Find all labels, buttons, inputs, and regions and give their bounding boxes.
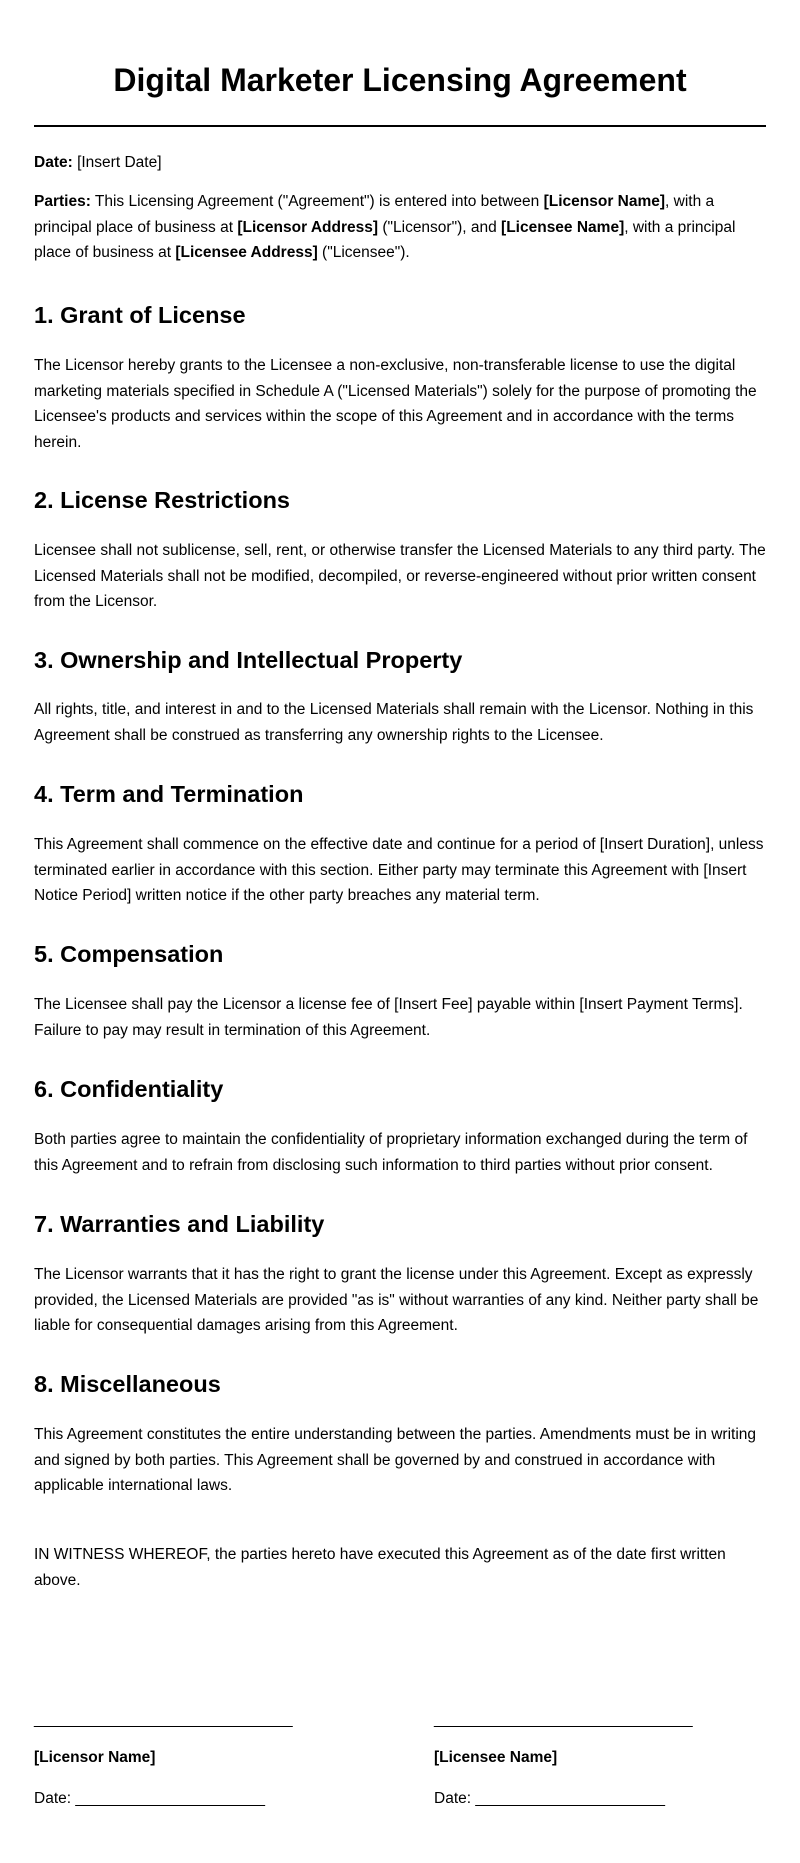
licensee-name: [Licensee Name] — [501, 218, 625, 236]
licensee-signature-block — [434, 1710, 734, 1809]
licensee-signature-date: Date: ______________________ — [434, 1790, 666, 1807]
section-body-license-restrictions: Licensee shall not sublicense, sell, rent, or otherwise transfer the Licensed Materials to any third party. The Licensed Materials shall not be modified, decompiled, or reverse-engineered without prior written consent from the Licensor. — [34, 542, 766, 610]
parties-text: , with a principal place of business at — [34, 218, 736, 261]
section-heading-grant-of-license: 1. Grant of License — [34, 302, 246, 328]
section-body-ownership: All rights, title, and interest in and to the Licensed Materials shall remain with the Licensor. Nothing in this Agreement shall be construed as transferring any ownership rights to the Licensee. — [34, 701, 754, 744]
date-value: [Insert Date] — [72, 154, 162, 171]
section-body-confidentiality: Both parties agree to maintain the confidentiality of proprietary information exchanged during the term of this Agreement and to refrain from disclosing such information to third parties without prior consent. — [34, 1131, 748, 1174]
section-body-compensation: The Licensee shall pay the Licensor a license fee of [Insert Fee] payable within [Insert Payment Terms]. Failure to pay may result in termination of this Agreement. — [34, 996, 743, 1039]
witness-clause: IN WITNESS WHEREOF, the parties hereto have executed this Agreement as of the date first written above. — [34, 1546, 726, 1589]
section-body-grant-of-license: The Licensor hereby grants to the Licensee a non-exclusive, non-transferable license to use the digital marketing materials specified in Schedule A ("Licensed Materials") solely for the purpose of promoting the Licensee's products and services within the scope of this Agreement and in accordance with the terms herein. — [34, 357, 757, 451]
licensor-signature-block — [34, 1710, 334, 1809]
date-label: Date: — [34, 154, 73, 171]
licensor-signature-date: Date: ______________________ — [34, 1790, 266, 1807]
document-title: Digital Marketer Licensing Agreement — [113, 62, 687, 98]
licensor-signature-name: [Licensor Name] — [34, 1749, 156, 1766]
section-heading-confidentiality: 6. Confidentiality — [34, 1076, 224, 1102]
date-line — [34, 150, 766, 176]
licensor-address: [Licensor Address] — [237, 218, 379, 236]
licensor-signature-line: ______________________________ — [34, 1711, 293, 1728]
section-body-miscellaneous: This Agreement constitutes the entire understanding between the parties. Amendments must be in writing and signed by both parties. This Agreement shall be governed by and construed in accordance with applicable international laws. — [34, 1426, 757, 1494]
section-heading-compensation: 5. Compensation — [34, 941, 224, 967]
parties-text: , with a principal place of business at — [34, 193, 715, 236]
parties-text: This Licensing Agreement ("Agreement") is entered into between — [90, 193, 544, 210]
section-heading-term-and-termination: 4. Term and Termination — [34, 781, 304, 807]
section-heading-ownership: 3. Ownership and Intellectual Property — [34, 647, 463, 673]
licensor-name: [Licensor Name] — [543, 193, 666, 210]
parties-text: ("Licensee"). — [317, 244, 410, 261]
section-body-term-and-termination: This Agreement shall commence on the effective date and continue for a period of [Insert Duration], unless terminated earlier in accordance with this section. Either party may terminate this Agreement with [Insert Notice Period] written notice if the other party breaches any material term. — [34, 836, 764, 904]
section-heading-miscellaneous: 8. Miscellaneous — [34, 1371, 221, 1397]
licensee-address: [Licensee Address] — [175, 244, 318, 261]
section-heading-warranties-and-liability: 7. Warranties and Liability — [34, 1211, 325, 1237]
title-divider — [34, 125, 766, 127]
section-body-warranties-and-liability: The Licensor warrants that it has the right to grant the license under this Agreement. Except as expressly provided, the Licensed Materials are provided "as is" without warranties of any kind. Neither party shall be liable for consequential damages arising from this Agreement. — [34, 1266, 759, 1334]
licensee-signature-name: [Licensee Name] — [434, 1749, 558, 1766]
licensee-signature-line: ______________________________ — [434, 1711, 693, 1728]
parties-label: Parties: — [34, 193, 91, 210]
parties-paragraph — [34, 189, 766, 266]
parties-text: ("Licensor"), and — [378, 218, 502, 236]
section-heading-license-restrictions: 2. License Restrictions — [34, 487, 290, 513]
